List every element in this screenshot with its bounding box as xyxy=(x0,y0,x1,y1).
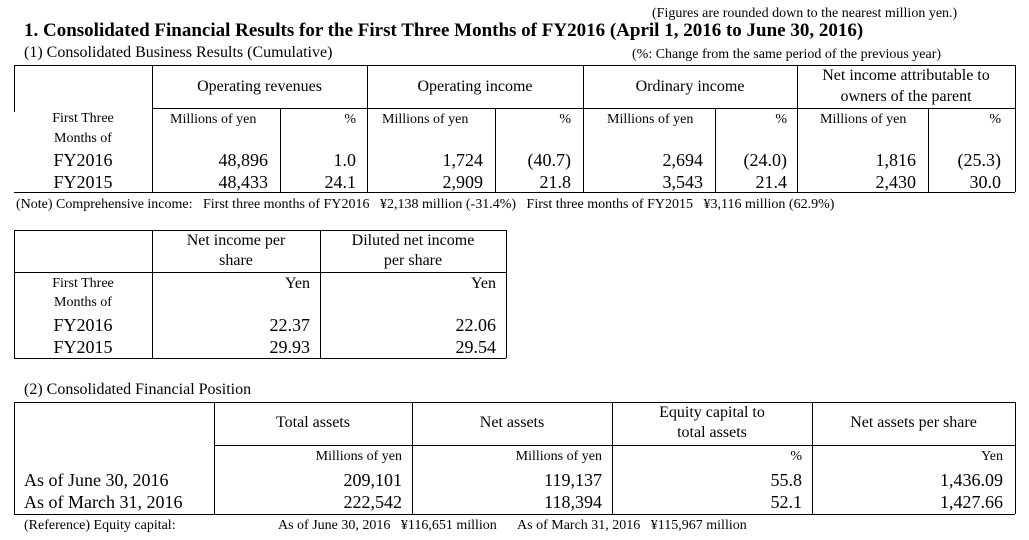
cell-op-rev-pct: 24.1 xyxy=(324,172,356,192)
row-label: FY2016 xyxy=(53,315,113,335)
cell-op-inc: 2,909 xyxy=(442,172,483,192)
cell-equity-ratio: 52.1 xyxy=(770,492,802,512)
cell-bps: 1,436.09 xyxy=(940,470,1003,490)
cell-op-inc: 1,724 xyxy=(442,150,483,170)
cell-op-inc-pct: (40.7) xyxy=(527,150,571,170)
reference-label: (Reference) Equity capital: xyxy=(24,518,176,533)
cell-eps: 29.93 xyxy=(269,337,310,357)
cell-ord-inc: 2,694 xyxy=(662,150,703,170)
cell-net-inc-pct: 30.0 xyxy=(969,172,1001,192)
header-ordinary-income: Ordinary income xyxy=(635,78,745,95)
cell-total-assets: 222,542 xyxy=(343,492,402,512)
header-total-assets: Total assets xyxy=(276,414,350,431)
header-eps-line1: Net income per xyxy=(186,232,286,249)
reference-values: As of June 30, 2016 ¥116,651 million As of March 31, 2016 ¥115,967 million xyxy=(278,518,747,533)
cell-op-rev: 48,433 xyxy=(218,172,268,192)
section1-label: (1) Consolidated Business Results (Cumulative) xyxy=(24,44,333,61)
row-label-line2: Months of xyxy=(54,295,112,310)
unit-pct: % xyxy=(559,112,571,127)
unit-yen: Millions of yen xyxy=(820,112,907,127)
unit-millions-yen: Millions of yen xyxy=(515,449,602,464)
unit-yen: Yen xyxy=(981,449,1003,464)
header-net-assets: Net assets xyxy=(479,414,545,431)
cell-net-inc: 1,816 xyxy=(875,150,916,170)
cell-ord-inc-pct: 21.4 xyxy=(755,172,787,192)
unit-pct: % xyxy=(790,449,802,464)
row-label-line1: First Three xyxy=(52,111,114,126)
cell-ord-inc: 3,543 xyxy=(662,172,703,192)
cell-op-rev-pct: 1.0 xyxy=(333,150,356,170)
header-diluted-line2: per share xyxy=(383,252,443,269)
cell-diluted: 29.54 xyxy=(455,337,496,357)
header-eps-line2: share xyxy=(219,252,253,269)
header-net-income-line2: owners of the parent xyxy=(840,88,972,105)
row-label-line1: First Three xyxy=(52,276,114,291)
cell-equity-ratio: 55.8 xyxy=(770,470,802,490)
cell-op-rev: 48,896 xyxy=(218,150,268,170)
row-label: As of March 31, 2016 xyxy=(24,492,183,512)
header-equity-ratio-line1: Equity capital to xyxy=(659,404,765,421)
unit-yen: Yen xyxy=(284,275,310,292)
cell-diluted: 22.06 xyxy=(455,315,496,335)
cell-net-assets: 118,394 xyxy=(544,492,602,512)
row-label: FY2015 xyxy=(53,172,113,192)
cell-op-inc-pct: 21.8 xyxy=(539,172,571,192)
row-label: FY2016 xyxy=(53,150,113,170)
unit-yen: Yen xyxy=(470,275,496,292)
comprehensive-income-note: (Note) Comprehensive income: First three months of FY2016 ¥2,138 million (-31.4%) First three months of FY2015 ¥3,116 million (62.9%) xyxy=(16,197,835,212)
change-note: (%: Change from the same period of the previous year) xyxy=(632,47,942,62)
row-label-line2: Months of xyxy=(54,131,112,146)
unit-yen: Millions of yen xyxy=(607,112,694,127)
unit-pct: % xyxy=(344,112,356,127)
header-equity-ratio-line2: total assets xyxy=(677,424,747,441)
cell-net-assets: 119,137 xyxy=(544,470,602,490)
unit-pct: % xyxy=(989,112,1001,127)
cell-ord-inc-pct: (24.0) xyxy=(743,150,787,170)
cell-total-assets: 209,101 xyxy=(343,470,402,490)
header-operating-income: Operating income xyxy=(417,78,533,95)
cell-bps: 1,427.66 xyxy=(940,492,1003,512)
row-label: As of June 30, 2016 xyxy=(24,470,169,490)
rounding-note: (Figures are rounded down to the nearest million yen.) xyxy=(652,6,958,21)
header-diluted-line1: Diluted net income xyxy=(351,232,475,249)
page-title: 1. Consolidated Financial Results for the First Three Months of FY2016 (April 1, 2016 to June 30, 2016) xyxy=(24,20,864,41)
unit-millions-yen: Millions of yen xyxy=(315,449,402,464)
unit-pct: % xyxy=(775,112,787,127)
unit-yen: Millions of yen xyxy=(170,112,257,127)
header-bps: Net assets per share xyxy=(850,414,977,431)
row-label: FY2015 xyxy=(53,337,113,357)
cell-net-inc: 2,430 xyxy=(875,172,916,192)
header-net-income-line1: Net income attributable to xyxy=(822,67,990,84)
header-operating-revenues: Operating revenues xyxy=(197,78,322,95)
cell-net-inc-pct: (25.3) xyxy=(957,150,1001,170)
cell-eps: 22.37 xyxy=(269,315,310,335)
section2-label: (2) Consolidated Financial Position xyxy=(24,381,252,398)
unit-yen: Millions of yen xyxy=(382,112,469,127)
